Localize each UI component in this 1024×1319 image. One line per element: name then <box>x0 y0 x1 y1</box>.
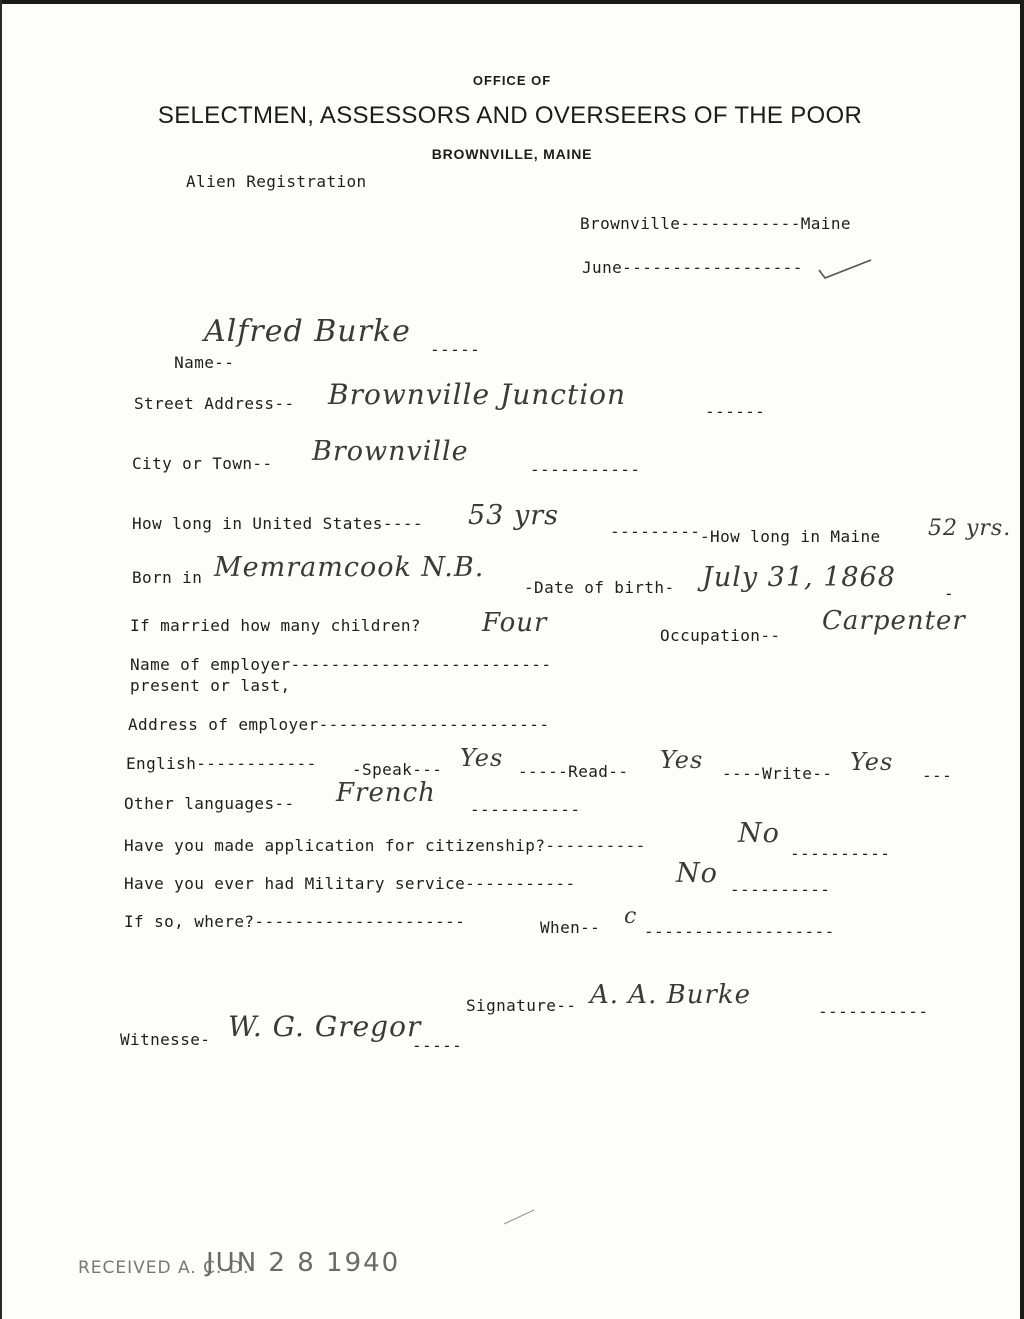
header-location: BROWNVILLE, MAINE <box>431 146 593 162</box>
header-office-of: OFFICE OF <box>472 73 552 88</box>
how-long-us-value: 53 yrs <box>468 500 559 531</box>
speak-value: Yes <box>460 744 504 772</box>
header-title: SELECTMEN, ASSESSORS AND OVERSEERS OF THE POOR <box>157 102 863 129</box>
when-value: c <box>624 904 638 929</box>
pen-mark-icon <box>500 1200 540 1230</box>
military-value: No <box>676 858 718 889</box>
children-label: If married how many children? <box>130 616 421 635</box>
check-mark-icon <box>815 256 875 282</box>
other-languages-value: French <box>336 778 436 808</box>
employer-address-label: Address of employer----------------------- <box>128 715 550 734</box>
born-in-value: Memramcook N.B. <box>214 552 485 583</box>
signature-trail: ----------- <box>818 1002 929 1021</box>
other-languages-label: Other languages-- <box>124 794 295 813</box>
name-value: Alfred Burke <box>204 314 411 349</box>
read-label: -----Read-- <box>518 762 629 781</box>
street-address-label: Street Address-- <box>134 394 295 413</box>
military-label: Have you ever had Military service----------- <box>124 874 576 893</box>
city-value: Brownville <box>312 436 469 467</box>
english-trail: --- <box>922 766 953 785</box>
write-label: ----Write-- <box>722 764 833 783</box>
english-label: English------------ <box>126 754 317 773</box>
street-address-trail: ------ <box>705 402 766 421</box>
citizenship-trail: ---------- <box>790 844 891 863</box>
write-value: Yes <box>850 748 894 776</box>
born-in-label: Born in <box>132 568 203 587</box>
how-long-us-trail: --------- <box>610 522 701 541</box>
dob-value: July 31, 1868 <box>702 562 896 593</box>
place-line: Brownville------------Maine <box>580 214 851 233</box>
employer-name-label2: present or last, <box>130 676 291 695</box>
received-stamp: RECEIVED A. C. D. <box>78 1258 250 1278</box>
how-long-maine-label: -How long in Maine <box>700 527 891 546</box>
form-type: Alien Registration <box>186 172 367 191</box>
witness-trail: ----- <box>412 1036 463 1055</box>
dob-trail: - <box>944 584 955 603</box>
other-languages-trail: ----------- <box>470 800 581 819</box>
citizenship-value: No <box>738 818 780 849</box>
witness-value: W. G. Gregor <box>228 1010 422 1043</box>
name-trail: ----- <box>430 340 481 359</box>
date-line: June------------------ <box>582 258 803 277</box>
when-label: When-- <box>540 918 601 937</box>
scan-border-left <box>0 0 2 1319</box>
scan-border-right <box>1020 0 1024 1319</box>
city-label: City or Town-- <box>132 454 273 473</box>
dob-label: -Date of birth- <box>524 578 675 597</box>
speak-label: -Speak--- <box>352 760 443 779</box>
military-trail: ---------- <box>730 880 831 899</box>
signature-value: A. A. Burke <box>590 980 752 1010</box>
children-value: Four <box>482 608 548 638</box>
witness-label: Witnesse- <box>120 1030 211 1049</box>
occupation-label: Occupation-- <box>660 626 781 645</box>
occupation-value: Carpenter <box>822 606 966 636</box>
if-so-where-trail: ------------------- <box>644 922 835 941</box>
citizenship-label: Have you made application for citizenship?---------- <box>124 836 646 855</box>
received-stamp-date: JUN 2 8 1940 <box>206 1248 401 1278</box>
if-so-where-label: If so, where?--------------------- <box>124 912 466 931</box>
read-value: Yes <box>660 746 704 774</box>
employer-name-label: Name of employer-------------------------- <box>130 655 552 674</box>
city-trail: ----------- <box>530 460 641 479</box>
signature-label: Signature-- <box>466 996 577 1015</box>
how-long-us-label: How long in United States---- <box>132 514 423 533</box>
how-long-maine-value: 52 yrs. <box>928 516 1012 541</box>
street-address-value: Brownville Junction <box>328 378 627 411</box>
name-label: Name-- <box>174 353 235 372</box>
scan-border-top <box>0 0 1024 4</box>
